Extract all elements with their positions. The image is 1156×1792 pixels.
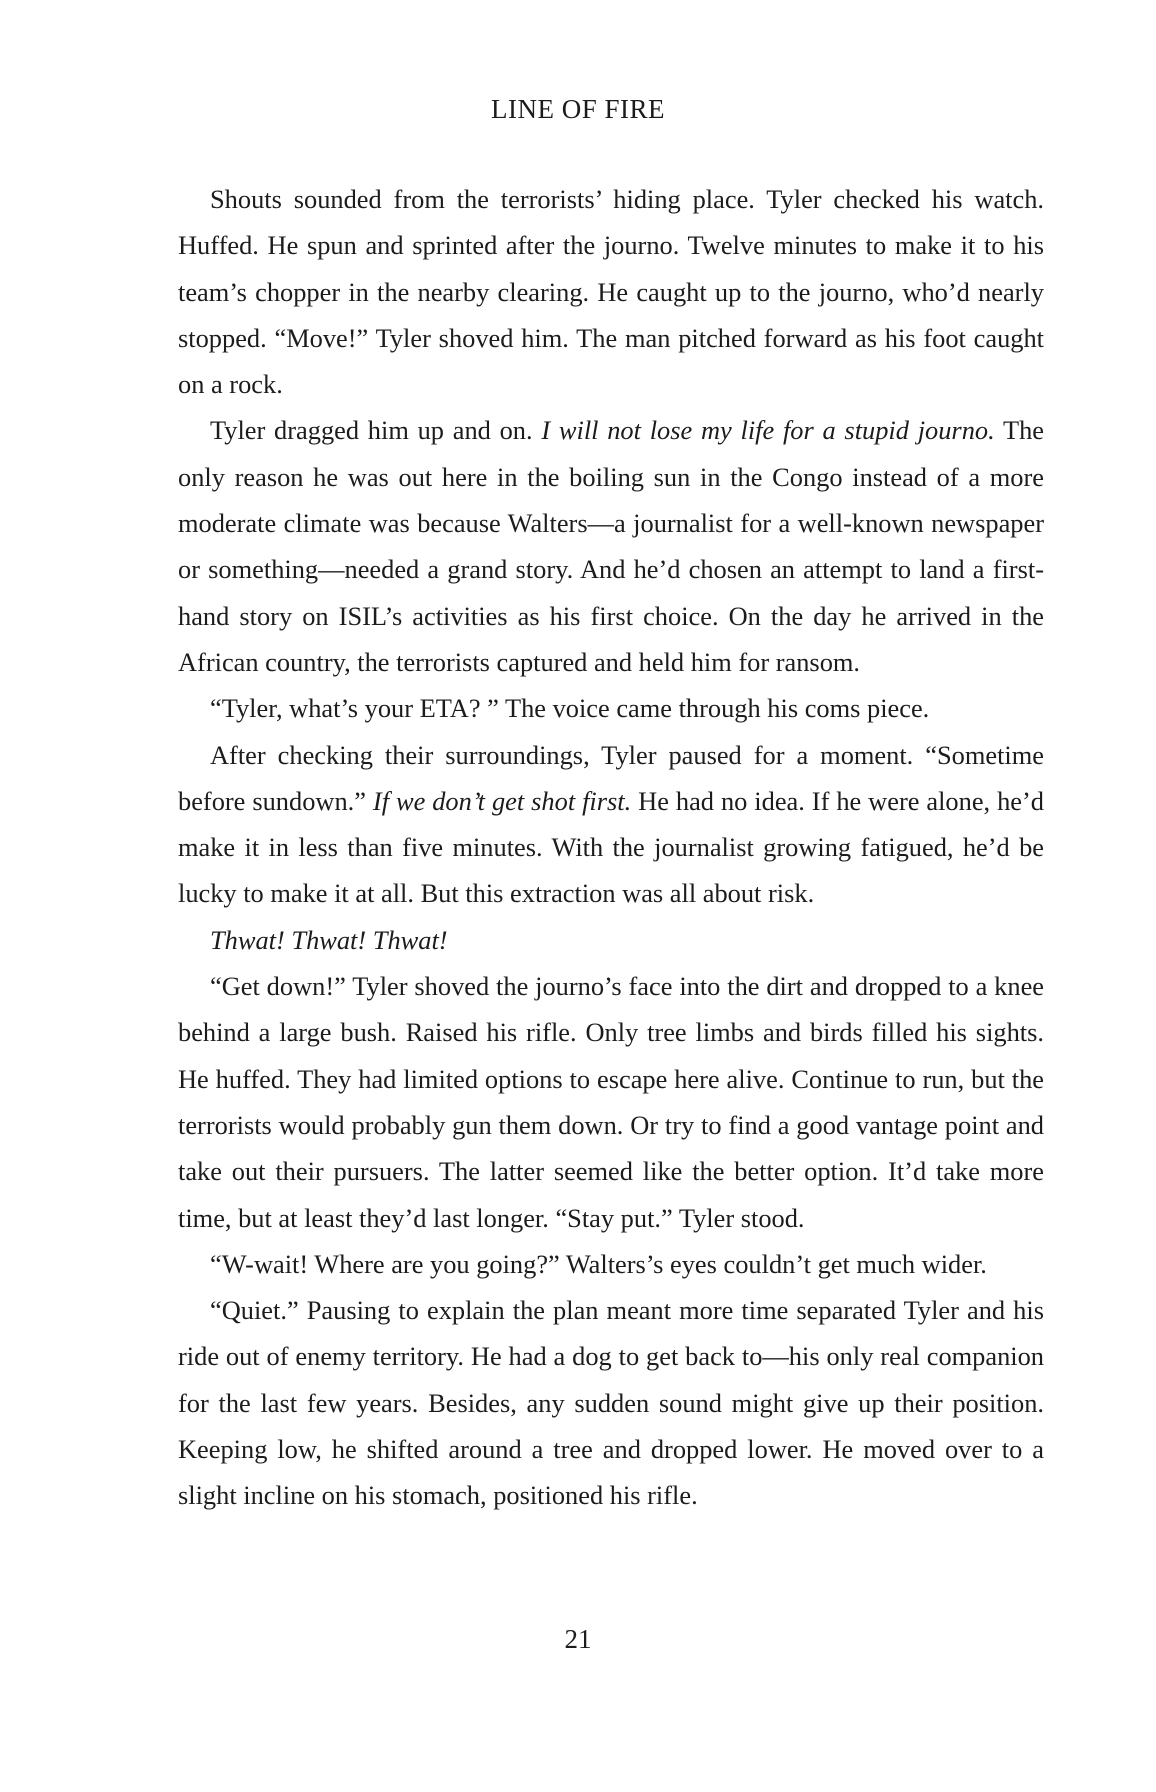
text-run: He had no idea. If he were alone, he’d make it in less than five minutes. With the journalist growing fatigued, he’d be lucky to make it at all. But this extraction was all about risk. [178,785,1044,909]
page-number: 21 [564,1624,592,1654]
paragraph [178,685,1044,731]
text-run: After checking their surroundings, Tyler paused for a moment. “Sometime before sundown.” [178,739,1044,816]
text-run: Shouts sounded from the terrorists’ hiding place. Tyler checked his watch. Huffed. He spun and sprinted after the journo. Twelve minutes to make it to his team’s chopper in the nearby clearing. He caught up to the journo, who’d nearly stopped. “Move!” Tyler shoved him. The man pitched forward as his foot caught on a rock. [178,184,1044,400]
text-run: “Get down!” Tyler shoved the journo’s face into the dirt and dropped to a knee behind a large bush. Raised his rifle. Only tree limbs and birds filled his sights. He huffed. They had limited options to escape here alive. Continue to run, but the terrorists would probably gun them down. Or try to find a good vantage point and take out their pursuers. The latter seemed like the better option. It’d take more time, but at least they’d last longer. “Stay put.” Tyler stood. [178,971,1044,1233]
paragraph [178,407,1044,685]
italic-run: I will not lose my life for a stupid journo. [541,415,995,446]
paragraph [178,917,1044,963]
body-text [178,176,1044,1519]
italic-run: Thwat! Thwat! Thwat! [210,924,448,955]
text-run: “W-wait! Where are you going?” Walters’s eyes couldn’t get much wider. [210,1248,987,1279]
text-run: “Tyler, what’s your ETA? ” The voice came through his coms piece. [210,693,930,724]
italic-run: If we don’t get shot first. [372,785,632,816]
paragraph [178,176,1044,407]
text-run: “Quiet.” Pausing to explain the plan meant more time separated Tyler and his ride out of enemy territory. He had a dog to get back to—his only real companion for the last few years. Besides, any sudden sound might give up their position. Keeping low, he shifted around a tree and dropped lower. He moved over to a slight incline on his stomach, positioned his rifle. [178,1295,1044,1511]
running-head: LINE OF FIRE [491,94,665,124]
paragraph [178,732,1044,917]
text-run: Tyler dragged him up and on. [210,415,542,446]
paragraph [178,1241,1044,1287]
paragraph [178,1287,1044,1518]
paragraph [178,963,1044,1241]
text-run: The only reason he was out here in the boiling sun in the Congo instead of a more moderate climate was because Walters—a journalist for a well-known newspaper or something—needed a grand story. And he’d chosen an attempt to land a first-hand story on ISIL’s activities as his first choice. On the day he arrived in the African country, the terrorists captured and held him for ransom. [178,415,1044,677]
